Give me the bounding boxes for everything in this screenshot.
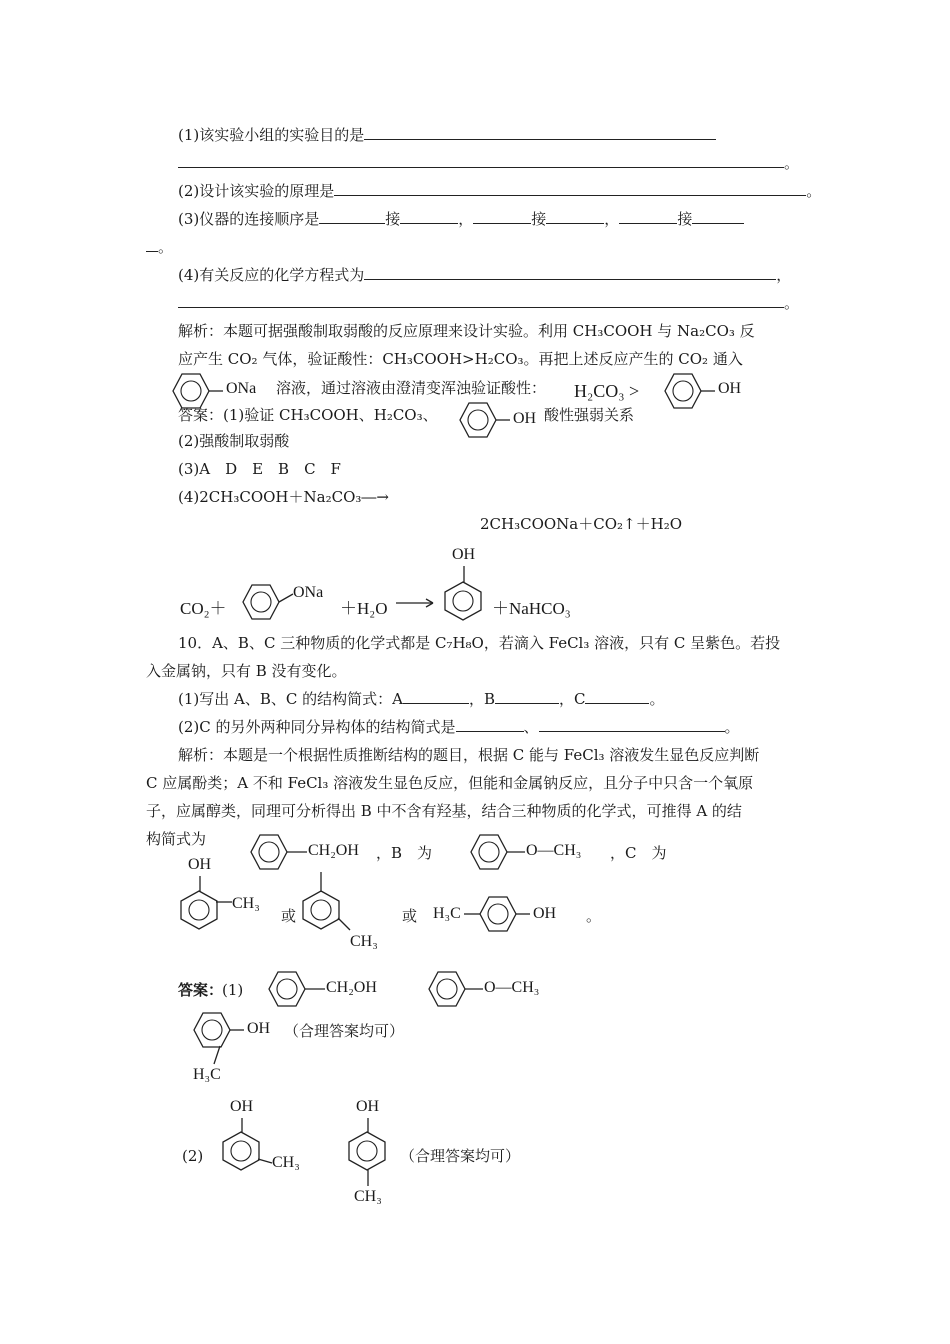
analysis9-line1: 解析：本题可据强酸制取弱酸的反应原理来设计实验。利用 CH₃COOH 与 Na₂CO₃ 反 [178,322,755,340]
answer-blank[interactable] [400,209,458,224]
ans9-4-left: (4)2CH₃COOH＋Na₂CO₃―→ [178,488,389,506]
benzene-ring-icon [242,584,282,620]
ans9-3: (3)A D E B C F [178,460,341,478]
answer-blank[interactable] [456,717,524,732]
analysis10-line2: C 应属酚类；A 不和 FeCl₃ 溶液发生显色反应，但能和金属钠反应，且分子中只含一个氧原 [146,774,754,792]
bond-line [287,851,309,853]
ch2oh-label: CH₂OH [308,842,359,859]
h3c-label: H₃C [193,1066,221,1083]
bond-line [701,390,717,392]
answer-blank[interactable] [146,237,158,252]
huo-label: 或 [281,907,297,925]
oh-label: OH [188,856,212,873]
reasonable-note: （合理答案均可） [284,1022,405,1040]
ona-label: ONa [226,380,257,397]
answer-blank[interactable] [334,181,806,196]
answer-blank[interactable] [473,209,531,224]
answer-blank[interactable] [364,265,776,280]
answer-blank[interactable] [319,209,385,224]
benzene-ring-icon [180,890,220,930]
benzene-ring-icon [348,1131,388,1171]
answer-blank[interactable] [619,209,677,224]
period: 。 [586,907,602,925]
c-wei-label: ，C 为 [610,844,667,862]
benzene-ring-icon [250,834,290,870]
oh-label: OH [230,1098,254,1115]
reasonable-note: （合理答案均可） [400,1147,521,1165]
bond-line [241,1118,243,1132]
benzene-ring-icon [302,890,342,930]
ans10-part1-label: (1) [222,981,244,999]
analysis9-line2: 应产生 CO₂ 气体，验证酸性：CH₃COOH>H₂CO₃。再把上述反应产生的 CO₂ 通入 [178,350,743,368]
answer-blank[interactable] [364,125,716,140]
bond-line [230,1029,246,1031]
ch2oh-label: CH₂OH [326,979,377,996]
answer-blank-a[interactable] [403,689,469,704]
q9-item3-cont: 。 [146,237,173,257]
q9-item1-cont: 。 [178,153,799,173]
q10-part2: (2)C 的另外两种同分异构体的结构简式是 、 。 [178,718,740,736]
answer-blank[interactable] [546,209,604,224]
eq-co2: CO₂＋ [180,599,227,618]
bond-line [516,913,532,915]
analysis10-line4: 构简式为 [146,830,207,848]
benzene-ring-icon [459,402,499,438]
oh-label: OH [452,546,476,563]
ch3-label: CH₃ [272,1154,300,1171]
benzene-ring-icon [222,1131,262,1171]
och3-label: O—CH₃ [484,979,540,996]
bond-line [338,918,352,932]
ans10-part2-label: (2) [182,1147,204,1165]
benzene-ring-icon [268,971,308,1007]
oh-label: OH [356,1098,380,1115]
ans10-label: 答案： [178,981,224,999]
benzene-ring-icon [444,581,484,621]
q10-line2: 入金属钠，只有 B 没有变化。 [146,662,347,680]
bond-line [465,988,485,990]
q10-part1: (1)写出 A、B、C 的结构简式：A ，B ，C 。 [178,690,665,708]
reaction-arrow-icon [396,598,436,608]
q9-item4-cont: 。 [178,293,799,313]
bond-line [212,1046,224,1066]
benzene-ring-icon [428,971,468,1007]
huo-label: 或 [402,907,418,925]
b-wei-label: ，B 为 [376,844,433,862]
analysis9-line3: 溶液，通过溶液由澄清变浑浊验证酸性： [276,379,547,397]
h3c-label: H₃C [433,905,461,922]
answer-blank[interactable] [692,209,744,224]
ona-label: ONa [293,584,324,601]
oh-label: OH [718,380,742,397]
ch3-label: CH₃ [350,933,378,950]
benzene-ring-icon [479,896,519,932]
answer-blank[interactable] [178,153,784,168]
eq-nahco3: ＋NaHCO₃ [492,599,571,618]
answer-blank[interactable] [539,717,725,732]
ans9-2: (2)强酸制取弱酸 [178,432,290,450]
analysis10-line3: 子，应属醇类，同理可分析得出 B 中不含有羟基，结合三种物质的化学式，可推得 A 的结 [146,802,742,820]
bond-line [305,988,327,990]
q9-item4: (4)有关反应的化学方程式为 ， [178,266,792,284]
bond-line [507,851,527,853]
answer-blank-c[interactable] [585,689,649,704]
q9-item2: (2)设计该实验的原理是 。 [178,182,822,200]
bond-line [367,1118,369,1132]
ch3-label: CH₃ [354,1188,382,1205]
ans9-tail: 酸性强弱关系 [544,406,635,424]
bond-line [463,566,465,582]
bond-line [367,1170,369,1186]
bond-line [209,390,225,392]
ch3-label: CH₃ [232,895,260,912]
benzene-ring-icon [470,834,510,870]
ans9-label: 答案：(1)验证 CH₃COOH、H₂CO₃、 [178,406,438,424]
ans9-4-right: 2CH₃COONa＋CO₂↑＋H₂O [480,515,683,533]
answer-blank[interactable] [178,293,784,308]
bond-line [496,419,512,421]
oh-label: OH [533,905,557,922]
benzene-ring-icon [172,373,212,409]
answer-blank-b[interactable] [495,689,559,704]
oh-label: OH [513,410,537,427]
oh-label: OH [247,1020,271,1037]
analysis10-line1: 解析：本题是一个根据性质推断结构的题目，根据 C 能与 FeCl₃ 溶液发生显色反应判断 [178,746,760,764]
q9-item1: (1)该实验小组的实验目的是 [178,125,716,145]
q9-item3: (3)仪器的连接顺序是 接 ， 接 ， 接 [178,209,744,229]
benzene-ring-icon [664,373,704,409]
q10-line1: 10．A、B、C 三种物质的化学式都是 C₇H₈O，若滴入 FeCl₃ 溶液，只有 C 呈紫色。若投 [178,634,781,652]
benzene-ring-icon [193,1012,233,1048]
bond-line [320,872,322,892]
h2co3-gt: H₂CO₃ > [574,381,640,401]
och3-label: O—CH₃ [526,842,582,859]
eq-h2o: ＋H₂O [340,599,388,618]
